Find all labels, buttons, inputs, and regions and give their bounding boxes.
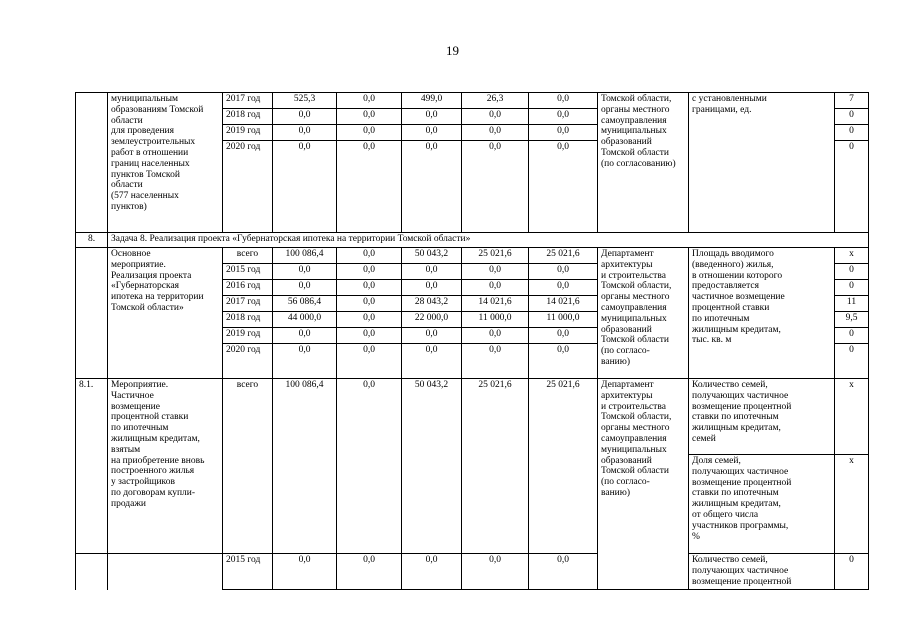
text-line: Томской области, — [601, 412, 672, 423]
measure-name — [108, 554, 223, 590]
value-other: 0,0 — [529, 554, 598, 590]
row-number — [76, 248, 108, 379]
row-number: 8.1. — [76, 379, 108, 554]
table-row — [76, 554, 869, 590]
text-line: границами, ед. — [692, 104, 752, 115]
text-line: от общего числа — [692, 509, 759, 520]
row-number — [76, 554, 108, 590]
text-line: границ населенных — [111, 158, 190, 169]
text-line: продажи — [111, 498, 147, 509]
value-local: 0,0 — [462, 554, 529, 590]
text-line: жилищным кредитам, — [692, 499, 781, 510]
text-line: образованиям Томской — [111, 104, 204, 115]
text-line: тыс. кв. м — [692, 335, 732, 346]
text-line: получающих частичное — [692, 565, 789, 576]
value-total: 100 086,4 — [273, 248, 337, 264]
text-line: семей — [692, 433, 716, 444]
value-local: 0,0 — [462, 264, 529, 280]
text-line: пунктов) — [111, 201, 147, 212]
text-line: органы местного — [601, 104, 670, 115]
indicator — [689, 455, 835, 554]
text-line: Количество семей, — [692, 380, 768, 390]
value-total: 525,3 — [273, 93, 337, 109]
text-line: (577 населенных — [111, 191, 179, 202]
text-line: Департамент — [601, 380, 654, 390]
value-total: 0,0 — [273, 125, 337, 141]
value-federal: 0,0 — [337, 312, 402, 328]
executor — [598, 248, 689, 379]
value-regional: 0,0 — [402, 125, 462, 141]
table-row — [76, 379, 869, 455]
value-federal: 0,0 — [337, 248, 402, 264]
text-line: (по согласованию) — [601, 158, 676, 169]
text-line: Томской области, — [601, 94, 672, 104]
executor — [598, 379, 689, 590]
value-federal: 0,0 — [337, 125, 402, 141]
year-cell: всего — [223, 248, 273, 264]
text-line: жилищным кредитам, — [692, 423, 781, 434]
table-row — [76, 248, 869, 264]
target-value: 0 — [835, 280, 869, 296]
text-line: взятым — [111, 444, 141, 455]
value-total: 0,0 — [273, 554, 337, 590]
value-regional: 0,0 — [402, 109, 462, 125]
value-local: 0,0 — [462, 344, 529, 379]
measure-name — [108, 379, 223, 554]
value-other: 0,0 — [529, 344, 598, 379]
text-line: ставки по ипотечным — [692, 412, 779, 423]
text-line: Томской области — [601, 147, 669, 158]
text-line: возмещение — [111, 401, 160, 412]
value-local: 0,0 — [462, 109, 529, 125]
task-row — [76, 233, 869, 248]
target-value: х — [835, 455, 869, 554]
text-line: самоуправления — [601, 302, 667, 313]
program-table — [75, 92, 869, 590]
year-cell: 2020 год — [223, 344, 273, 379]
value-other: 25 021,6 — [529, 379, 598, 554]
target-value: 0 — [835, 328, 869, 344]
target-value: 9,5 — [835, 312, 869, 328]
text-line: муниципальных — [601, 444, 667, 455]
year-cell: 2018 год — [223, 312, 273, 328]
page-number: 19 — [446, 43, 459, 58]
text-line: возмещение процентной — [692, 576, 792, 587]
target-value: х — [835, 379, 869, 455]
text-line: образований — [601, 455, 652, 466]
year-cell: 2017 год — [223, 296, 273, 312]
value-total: 0,0 — [273, 328, 337, 344]
text-line: (по согласо- — [601, 346, 650, 357]
value-other: 25 021,6 — [529, 248, 598, 264]
task-title: Задача 8. Реализация проекта «Губернаторская ипотека на территории Томской области» — [108, 233, 869, 248]
table-row — [76, 93, 869, 109]
text-line: (введенного) жилья, — [692, 259, 774, 270]
text-line: построенного жилья — [111, 466, 195, 477]
text-line: Томской области — [601, 466, 669, 477]
value-other: 0,0 — [529, 125, 598, 141]
value-total: 0,0 — [273, 280, 337, 296]
value-regional: 50 043,2 — [402, 248, 462, 264]
text-line: процентной ставки — [111, 412, 189, 423]
text-line: на приобретение вновь — [111, 455, 205, 466]
value-federal: 0,0 — [337, 328, 402, 344]
value-local: 25 021,6 — [462, 379, 529, 554]
text-line: участников программы, — [692, 520, 789, 531]
text-line: ставки по ипотечным — [692, 488, 779, 499]
text-line: органы местного — [601, 292, 670, 303]
value-total: 0,0 — [273, 264, 337, 280]
target-value: 11 — [835, 296, 869, 312]
text-line: работ в отношении — [111, 147, 189, 158]
text-line: по ипотечным — [111, 423, 169, 434]
value-regional: 28 043,2 — [402, 296, 462, 312]
text-line: архитектуры — [601, 259, 653, 270]
text-line: Основное — [111, 249, 151, 259]
value-federal: 0,0 — [337, 344, 402, 379]
value-local: 25 021,6 — [462, 248, 529, 264]
text-line: образований — [601, 324, 652, 335]
text-line: Департамент — [601, 249, 654, 259]
year-cell: 2015 год — [223, 554, 273, 590]
value-regional: 0,0 — [402, 264, 462, 280]
value-regional: 50 043,2 — [402, 379, 462, 554]
year-cell: 2019 год — [223, 125, 273, 141]
target-value: 0 — [835, 264, 869, 280]
text-line: муниципальных — [601, 313, 667, 324]
text-line: области — [111, 115, 143, 126]
value-total: 44 000,0 — [273, 312, 337, 328]
text-line: по ипотечным — [692, 313, 750, 324]
text-line: ванию) — [601, 487, 631, 498]
text-line: в отношении которого — [692, 270, 783, 281]
text-line: с установленными — [692, 94, 767, 104]
indicator — [689, 93, 835, 233]
text-line: возмещение процентной — [692, 401, 792, 412]
value-local: 26,3 — [462, 93, 529, 109]
target-value: 0 — [835, 141, 869, 233]
indicator — [689, 248, 835, 379]
text-line: % — [692, 531, 700, 542]
target-value: 7 — [835, 93, 869, 109]
target-value: 0 — [835, 125, 869, 141]
text-line: у застройщиков — [111, 477, 175, 488]
value-total: 0,0 — [273, 109, 337, 125]
text-line: органы местного — [601, 423, 670, 434]
value-total: 100 086,4 — [273, 379, 337, 554]
row-number — [76, 93, 108, 233]
executor — [598, 93, 689, 233]
year-cell: 2020 год — [223, 141, 273, 233]
value-local: 11 000,0 — [462, 312, 529, 328]
value-total: 56 086,4 — [273, 296, 337, 312]
text-line: муниципальным — [111, 94, 179, 104]
text-line: муниципальных — [601, 126, 667, 137]
text-line: ипотека на территории — [111, 292, 204, 303]
text-line: образований — [601, 137, 652, 148]
value-regional: 499,0 — [402, 93, 462, 109]
value-local: 0,0 — [462, 328, 529, 344]
year-cell: 2015 год — [223, 264, 273, 280]
value-regional: 0,0 — [402, 344, 462, 379]
year-cell: 2016 год — [223, 280, 273, 296]
text-line: пунктов Томской — [111, 169, 180, 180]
text-line: Томской области — [601, 335, 669, 346]
value-regional: 0,0 — [402, 554, 462, 590]
text-line: предоставляется — [692, 281, 759, 292]
value-federal: 0,0 — [337, 109, 402, 125]
text-line: получающих частичное — [692, 390, 789, 401]
indicator — [689, 554, 835, 590]
value-local: 0,0 — [462, 125, 529, 141]
value-federal: 0,0 — [337, 379, 402, 554]
text-line: мероприятие. — [111, 259, 166, 270]
value-regional: 0,0 — [402, 141, 462, 233]
year-cell: 2019 год — [223, 328, 273, 344]
value-total: 0,0 — [273, 141, 337, 233]
text-line: землеустроительных — [111, 137, 196, 148]
text-line: Томской области» — [111, 302, 184, 313]
text-line: (по согласо- — [601, 477, 650, 488]
text-line: «Губернаторская — [111, 281, 180, 292]
task-number: 8. — [76, 233, 108, 248]
text-line: самоуправления — [601, 433, 667, 444]
target-value: х — [835, 248, 869, 264]
text-line: Количество семей, — [692, 555, 768, 565]
text-line: процентной ставки — [692, 302, 770, 313]
value-local: 0,0 — [462, 280, 529, 296]
value-federal: 0,0 — [337, 93, 402, 109]
measure-name — [108, 248, 223, 379]
text-line: Доля семей, — [692, 456, 741, 466]
target-value: 0 — [835, 344, 869, 379]
value-federal: 0,0 — [337, 280, 402, 296]
text-line: жилищным кредитам, — [111, 433, 200, 444]
value-total: 0,0 — [273, 344, 337, 379]
text-line: Мероприятие. — [111, 380, 169, 390]
text-line: самоуправления — [601, 115, 667, 126]
text-line: Реализация проекта — [111, 270, 192, 281]
value-regional: 0,0 — [402, 328, 462, 344]
value-federal: 0,0 — [337, 264, 402, 280]
text-line: и строительства — [601, 270, 666, 281]
value-federal: 0,0 — [337, 554, 402, 590]
text-line: получающих частичное — [692, 466, 789, 477]
year-cell: 2018 год — [223, 109, 273, 125]
text-line: возмещение процентной — [692, 477, 792, 488]
text-line: по договорам купли- — [111, 487, 196, 498]
value-federal: 0,0 — [337, 296, 402, 312]
value-other: 0,0 — [529, 109, 598, 125]
target-value: 0 — [835, 109, 869, 125]
value-local: 14 021,6 — [462, 296, 529, 312]
value-local: 0,0 — [462, 141, 529, 233]
value-regional: 0,0 — [402, 280, 462, 296]
target-value: 0 — [835, 554, 869, 590]
text-line: и строительства — [601, 401, 666, 412]
text-line: ванию) — [601, 356, 631, 367]
value-other: 0,0 — [529, 141, 598, 233]
indicator — [689, 379, 835, 455]
measure-name — [108, 93, 223, 233]
value-other: 14 021,6 — [529, 296, 598, 312]
value-other: 0,0 — [529, 264, 598, 280]
text-line: частичное возмещение — [692, 292, 785, 303]
year-cell: 2017 год — [223, 93, 273, 109]
value-federal: 0,0 — [337, 141, 402, 233]
text-line: архитектуры — [601, 390, 653, 401]
text-line: Томской области, — [601, 281, 672, 292]
text-line: для проведения — [111, 126, 175, 137]
text-line: жилищным кредитам, — [692, 324, 781, 335]
text-line: Площадь вводимого — [692, 249, 774, 259]
value-other: 0,0 — [529, 93, 598, 109]
value-other: 0,0 — [529, 328, 598, 344]
year-cell: всего — [223, 379, 273, 554]
text-line: Частичное — [111, 390, 154, 401]
value-regional: 22 000,0 — [402, 312, 462, 328]
value-other: 11 000,0 — [529, 312, 598, 328]
value-other: 0,0 — [529, 280, 598, 296]
text-line: области — [111, 180, 143, 191]
